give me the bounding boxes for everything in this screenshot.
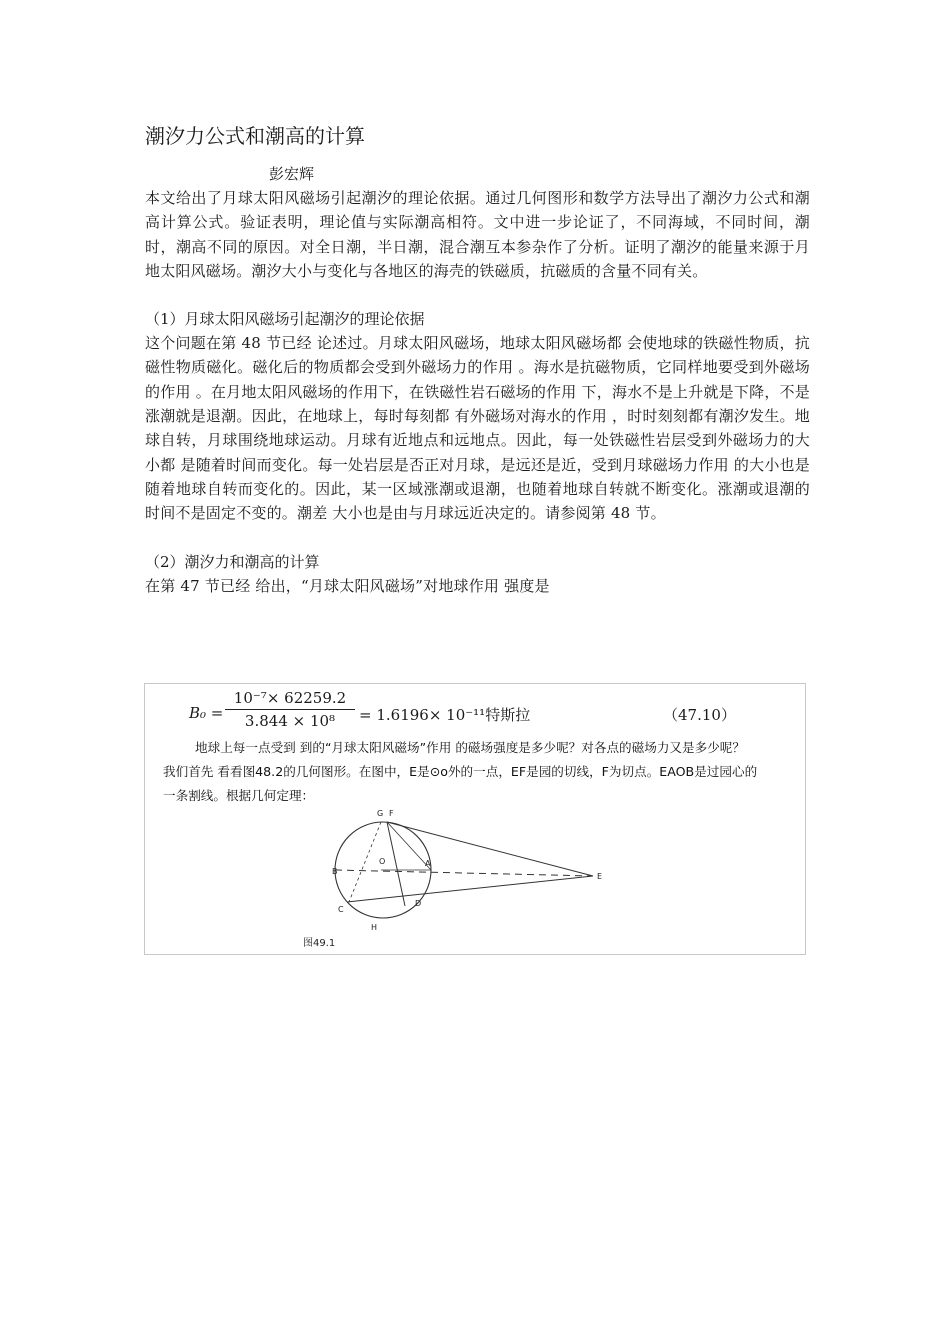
- section-1-heading: （1）月球太阳风磁场引起潮汐的理论依据: [145, 310, 425, 329]
- figure-text-line: 地球上每一点受到 到的“月球太阳风磁场”作用 的磁场强度是多少呢？对各点的磁场力又是多少呢？: [195, 740, 745, 755]
- embedded-figure: [144, 683, 806, 955]
- figure-caption: 图49.1: [303, 938, 336, 949]
- formula-result: = 1.6196× 10⁻¹¹特斯拉: [359, 706, 531, 724]
- point-label-b: B: [332, 867, 338, 876]
- author-name: 彭宏辉: [269, 165, 315, 183]
- formula-lhs: B₀ =: [189, 704, 224, 722]
- point-label-f: F: [389, 809, 394, 818]
- secant-line-ecd: [347, 876, 593, 902]
- paragraph-gap: [145, 526, 810, 550]
- point-label-d: D: [415, 899, 422, 908]
- chord-line: [387, 822, 405, 906]
- point-label-a: A: [425, 859, 431, 868]
- formula-47-10: [189, 688, 789, 734]
- paragraph-gap: [145, 283, 810, 307]
- section-2-heading: （2）潮汐力和潮高的计算: [145, 552, 320, 571]
- figure-text-line: 我们首先 看看图48.2的几何图形。在图中，E是⊙o外的一点，EF是园的切线，F为切点。EAOB是过园心的: [163, 764, 758, 779]
- geometry-diagram: [332, 796, 625, 944]
- tangent-line-ef: [387, 822, 593, 876]
- section-2-body: 在第 47 节已经 给出，“月球太阳风磁场”对地球作用 强度是: [145, 576, 550, 595]
- point-label-o: O: [379, 857, 386, 866]
- document-page: [145, 118, 810, 598]
- figure-text-line: 一条割线。根据几何定理：: [163, 788, 315, 803]
- section-1-body: 这个问题在第 48 节已经 论述过。月球太阳风磁场，地球太阳风磁场都 会使地球的铁磁性物质，抗磁性物质磁化。磁化后的物质都会受到外磁场力的作用 。海水是抗磁物质，它同样地要受到外磁场的作用 。在月地太阳风磁场的作用下，在铁磁性岩石磁场的作用 下，海水不是上升就是下降，不是涨潮就是退潮。因此，在地球上，每时每刻都 有外磁场对海水的作用 ，时时刻刻都有潮汐发生。地球自转，月球围绕地球运动。月球有近地点和远地点。因此，每一处铁磁性岩层受到外磁场力的大小都 是随着时间而变化。每一处岩层是否正对月球，是远还是近，受到月球磁场力作用 的大小也是随着地球自转而变化的。因此，某一区域涨潮或退潮，也随着地球自转就不断变化。涨潮或退潮的时间不是固定不变的。潮差 大小也是由与月球远近决定的。请参阅第 48 节。: [145, 334, 810, 523]
- formula-fraction: [225, 688, 355, 732]
- abstract-paragraph: 本文给出了月球太阳风磁场引起潮汐的理论依据。通过几何图形和数学方法导出了潮汐力公式和潮高计算公式。验证表明，理论值与实际潮高相符。文中进一步论证了，不同海域，不同时间，潮时，潮高不同的原因。对全日潮，半日潮，混合潮互本参杂作了分析。证明了潮汐的能量来源于月地太阳风磁场。潮汐大小与变化与各地区的海壳的铁磁质，抗磁质的含量不同有关。: [145, 189, 810, 280]
- point-label-h: H: [371, 923, 378, 932]
- point-label-c: C: [338, 905, 344, 914]
- document-title: 潮汐力公式和潮高的计算: [145, 124, 365, 148]
- formula-denominator: 3.844 × 10⁸: [244, 712, 336, 730]
- point-label-e: E: [597, 872, 603, 881]
- chord-line-dashed: [349, 822, 381, 902]
- formula-numerator: 10⁻⁷× 62259.2: [225, 688, 355, 710]
- point-label-g: G: [377, 809, 384, 818]
- equation-number: （47.10）: [663, 706, 736, 724]
- secant-line-eaob: [335, 870, 593, 876]
